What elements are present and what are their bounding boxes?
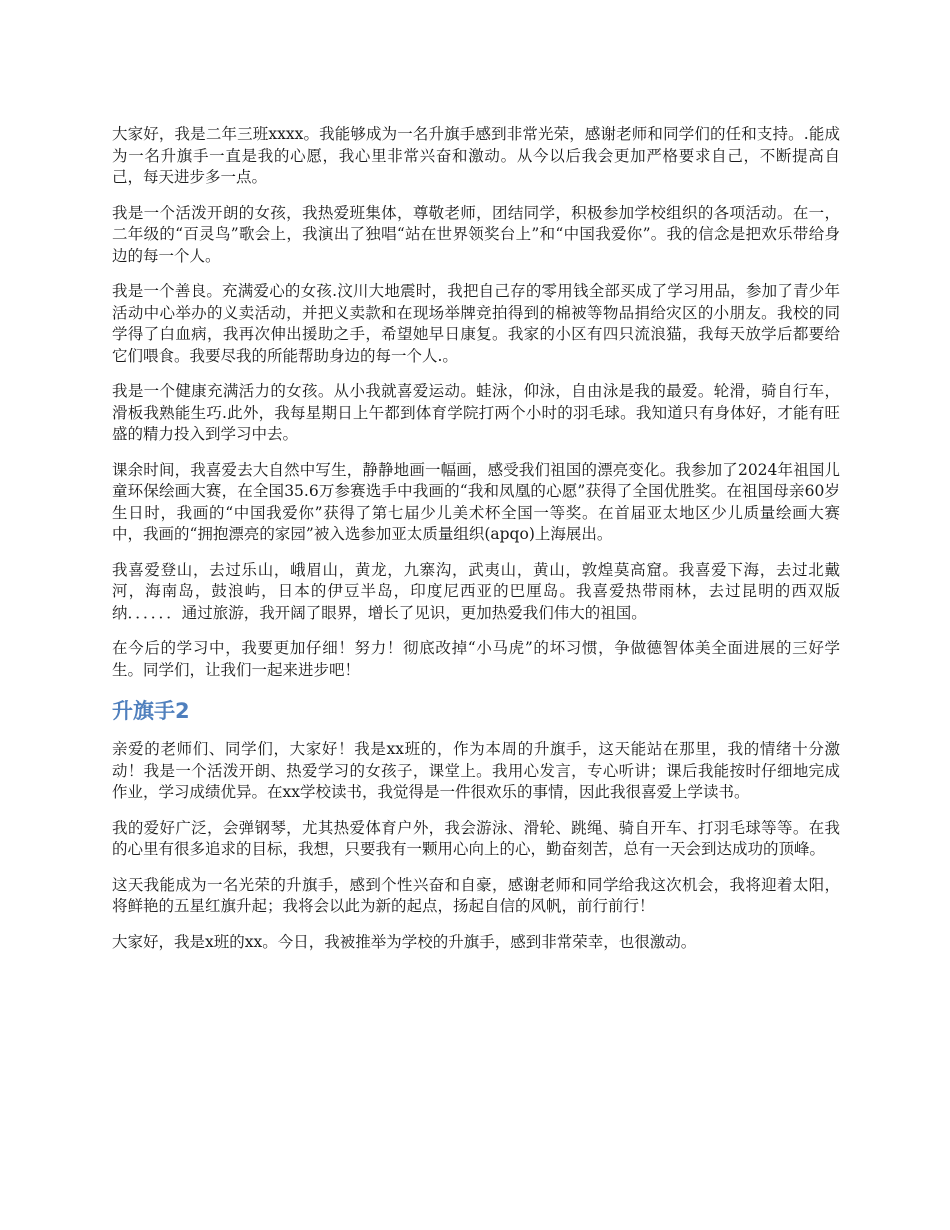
paragraph: 我喜爱登山，去过乐山，峨眉山，黄龙，九寨沟，武夷山，黄山，敦煌莫高窟。我喜爱下海，去过北戴河，海南岛，鼓浪屿，日本的伊豆半岛，印度尼西亚的巴厘岛。我喜爱热带雨林，去过昆明的西双版纳．．．．．．通过旅游，我开阔了眼界，增长了见识，更加热爱我们伟大的祖国。 — [112, 560, 840, 622]
section-heading: 升旗手2 — [112, 699, 190, 723]
paragraph: 我的爱好广泛，会弹钢琴，尤其热爱体育户外，我会游泳、滑轮、跳绳、骑自开车、打羽毛球等等。在我的心里有很多追求的目标，我想，只要我有一颗用心向上的心，勤奋刻苦，总有一天会到达成功的顶峰。 — [112, 818, 840, 858]
paragraph: 在今后的学习中，我要更加仔细！努力！彻底改掉“小马虎”的坏习惯，争做德智体美全面进展的三好学生。同学们，让我们一起来进步吧！ — [112, 639, 840, 679]
document-page — [112, 124, 840, 967]
paragraph: 我是一个善良。充满爱心的女孩.汶川大地震时，我把自己存的零用钱全部买成了学习用品，参加了青少年活动中心举办的义卖活动，并把义卖款和在现场举牌竞拍得到的棉被等物品捐给灾区的小朋友。我校的同学得了白血病，我再次伸出援助之手，希望她早日康复。我家的小区有四只流浪猫，我每天放学后都要给它们喂食。我要尽我的所能帮助身边的每一个人.。 — [112, 282, 840, 365]
paragraph: 我是一个活泼开朗的女孩，我热爱班集体，尊敬老师，团结同学，积极参加学校组织的各项活动。在一，二年级的“百灵鸟”歌会上，我演出了独唱“站在世界领奖台上”和“中国我爱你”。我的信念是把欢乐带给身边的每一个人。 — [112, 203, 840, 265]
paragraph: 这天我能成为一名光荣的升旗手，感到个性兴奋和自豪，感谢老师和同学给我这次机会，我将迎着太阳，将鲜艳的五星红旗升起；我将会以此为新的起点，扬起自信的风帆，前行前行！ — [112, 875, 840, 915]
paragraph: 课余时间，我喜爱去大自然中写生，静静地画一幅画，感受我们祖国的漂亮变化。我参加了2024年祖国儿童环保绘画大赛，在全国35.6万参赛选手中我画的“我和凤凰的心愿”获得了全国优胜奖。在祖国母亲60岁生日时，我画的“中国我爱你”获得了第七届少儿美术杯全国一等奖。在首届亚太地区少儿质量绘画大赛中，我画的“拥抱漂亮的家园”被入选参加亚太质量组织(apqo)上海展出。 — [112, 460, 840, 543]
speech-section-2 — [112, 697, 840, 953]
paragraph: 大家好，我是二年三班xxxx。我能够成为一名升旗手感到非常光荣，感谢老师和同学们的任和支持。.能成为一名升旗手一直是我的心愿，我心里非常兴奋和激动。从今以后我会更加严格要求自己，不断提高自己，每天进步多一点。 — [112, 125, 840, 186]
paragraph: 我是一个健康充满活力的女孩。从小我就喜爱运动。蛙泳，仰泳，自由泳是我的最爱。轮滑，骑自行车，滑板我熟能生巧.此外，我每星期日上午都到体育学院打两个小时的羽毛球。我知道只有身体好，才能有旺盛的精力投入到学习中去。 — [112, 382, 840, 443]
paragraph: 亲爱的老师们、同学们，大家好！我是xx班的，作为本周的升旗手，这天能站在那里，我的情绪十分激动！我是一个活泼开朗、热爱学习的女孩子，课堂上。我用心发言，专心听讲；课后我能按时仔细地完成作业，学习成绩优异。在xx学校读书，我觉得是一件很欢乐的事情，因此我很喜爱上学读书。 — [112, 740, 840, 801]
speech-section-1 — [112, 124, 840, 681]
paragraph: 大家好，我是x班的xx。今日，我被推举为学校的升旗手，感到非常荣幸，也很激动。 — [112, 932, 697, 951]
